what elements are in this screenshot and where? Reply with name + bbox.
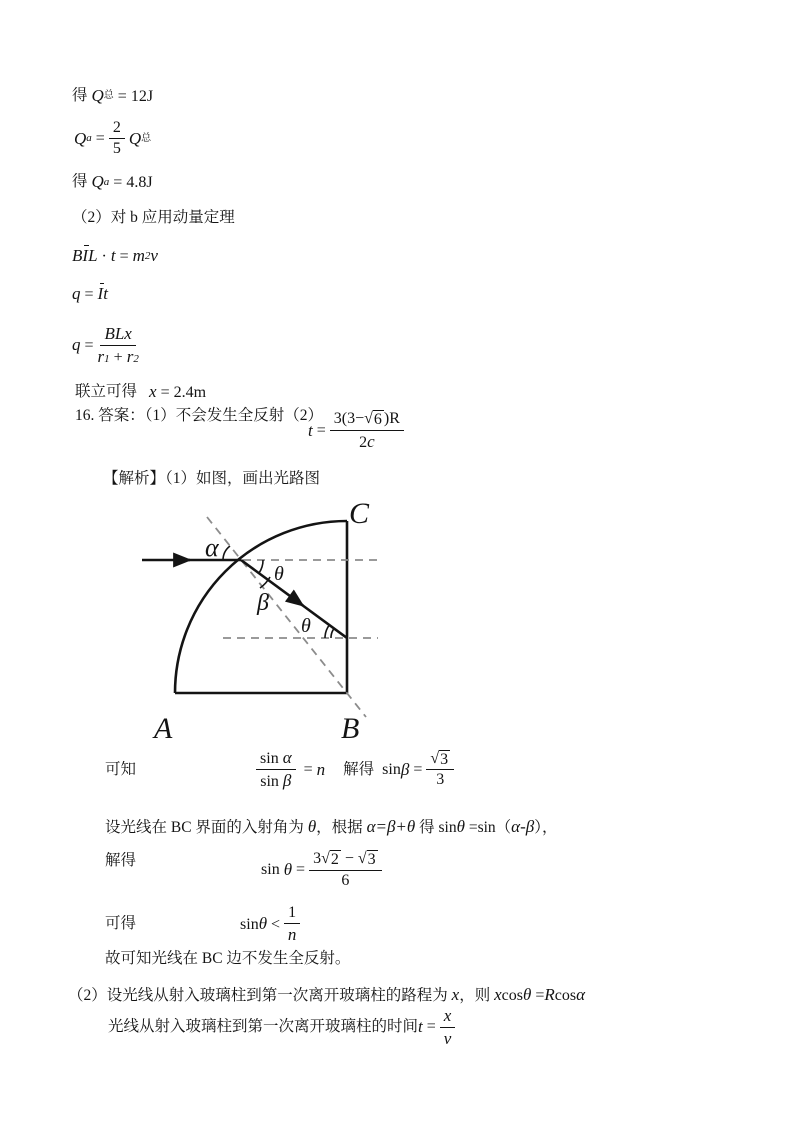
var-theta: θ	[456, 817, 465, 836]
text-segment: 设光线在 BC 界面的入射角为	[105, 819, 308, 836]
equals-sign: =	[426, 1018, 436, 1036]
fraction-blx	[98, 324, 139, 367]
result-x	[75, 382, 206, 402]
sin-theta-result	[105, 850, 382, 890]
equation-qa-fraction	[74, 119, 151, 159]
text-de: 得	[72, 86, 88, 104]
var-Q: Q	[91, 86, 104, 105]
radical-sign: √	[430, 749, 440, 767]
equals-sign: =	[95, 130, 105, 148]
angle-arc-alpha	[223, 546, 230, 560]
equation-charge	[72, 284, 108, 304]
denominator-c: c	[367, 431, 375, 451]
text-segment: 得 sin	[415, 819, 457, 836]
step2-text: （2）对 b 应用动量定理	[72, 209, 235, 226]
equals-sign: =	[84, 336, 94, 354]
value-4-8J: = 4.8J	[113, 173, 153, 191]
var-r2: r	[126, 346, 134, 366]
fraction-sin-theta	[309, 850, 382, 890]
snell-law-line	[105, 748, 454, 792]
sqrt-3	[358, 850, 378, 869]
step2-heading	[72, 209, 235, 228]
sin-text: sin	[260, 773, 279, 791]
plus-sign: +	[113, 348, 123, 366]
var-m: m	[132, 246, 145, 265]
analysis-heading	[103, 470, 320, 489]
text-lianli: 联立可得	[75, 382, 138, 400]
conclusion-line	[105, 950, 350, 969]
problem16-answer	[75, 407, 323, 426]
var-beta: β	[400, 759, 410, 779]
var-x: x	[451, 985, 460, 1004]
subscript-total: 总	[141, 132, 152, 144]
var-r1: r	[97, 346, 105, 366]
part2-line	[68, 985, 585, 1006]
dot-operator: ·	[101, 247, 107, 265]
radical-sign: √	[364, 410, 373, 427]
radicand-3: 3	[440, 750, 449, 768]
radicand-6: 6	[373, 411, 382, 428]
var-t: t	[418, 1016, 423, 1036]
fraction-x-v	[440, 1006, 456, 1048]
denominator-v: v	[443, 1028, 452, 1048]
numerator-x: x	[443, 1006, 452, 1025]
sin-theta-formula	[261, 850, 382, 890]
sqrt-3	[430, 750, 450, 769]
var-t: t	[103, 284, 108, 303]
sqrt-2	[321, 850, 341, 869]
normal-dashed-line	[207, 517, 366, 717]
sin-text: sin	[261, 861, 280, 879]
var-I-bar: I	[97, 284, 104, 303]
light-path-diagram	[135, 496, 405, 746]
subscript-total: 总	[103, 90, 114, 102]
var-t: t	[308, 420, 313, 440]
var-n: n	[316, 759, 326, 779]
bc-incidence-line	[105, 817, 558, 838]
equation-qa-value	[72, 172, 153, 192]
label-C: C	[349, 497, 370, 530]
text-de: 得	[72, 172, 88, 190]
sqrt-6	[364, 410, 384, 429]
label-beta: β	[257, 590, 269, 616]
numerator-3: 3	[313, 850, 322, 867]
text-kede: 可得	[105, 915, 137, 933]
value-2-4m: = 2.4m	[160, 383, 207, 401]
label-theta-upper: θ	[274, 563, 284, 585]
radical-sign: √	[357, 850, 367, 867]
analysis-text: 【解析】（1）如图，画出光路图	[103, 470, 321, 487]
sin-text: sin	[382, 761, 401, 779]
fraction-numerator: BLx	[104, 324, 132, 343]
equals-sign: =	[84, 285, 94, 303]
fraction-sqrt3-3	[426, 750, 454, 790]
numerator-3-3: 3(3	[333, 410, 356, 427]
var-beta: β	[282, 771, 292, 791]
sin-text: sin	[260, 750, 279, 767]
expr-alpha-minus-beta: α-β	[511, 817, 535, 836]
text-segment: （2）设光线从射入玻璃柱到第一次离开玻璃柱的路程为	[68, 987, 452, 1004]
label-A: A	[154, 712, 173, 745]
var-theta: θ	[307, 817, 317, 836]
label-B: B	[341, 712, 360, 745]
subscript-2: 2	[144, 249, 151, 262]
var-x: x	[494, 985, 502, 1004]
text-segment: ），	[534, 819, 558, 836]
fraction-denominator: 5	[112, 140, 121, 158]
text-kezhi: 可知	[105, 760, 137, 778]
text-segment: =sin（	[464, 819, 512, 836]
equation-time-answer	[308, 410, 404, 452]
equals-sign: =	[316, 422, 326, 440]
numerator-R: )R	[383, 410, 400, 427]
radicand-3: 3	[367, 851, 376, 868]
equation-impulse	[72, 246, 158, 266]
fraction-2-5	[109, 119, 125, 159]
minus-sign: −	[344, 850, 354, 867]
angle-arc-theta-lower-2	[325, 625, 329, 638]
sin-text: sin	[240, 915, 259, 933]
denominator-2: 2	[359, 433, 368, 451]
radical-sign: √	[321, 850, 330, 867]
var-theta: θ	[522, 985, 532, 1004]
angle-arc-theta-lower-1	[331, 629, 334, 639]
label-alpha: α	[205, 533, 219, 562]
var-Q: Q	[74, 128, 87, 148]
equals-sign: =	[531, 987, 545, 1004]
minus-sign: −	[355, 410, 365, 427]
var-R: R	[544, 985, 555, 1004]
equals-sign: =	[119, 247, 129, 265]
var-t: t	[110, 246, 116, 265]
denominator-6: 6	[341, 871, 350, 889]
subscript-a: a	[86, 132, 92, 145]
total-reflection-check	[105, 904, 300, 945]
label-theta-lower: θ	[301, 615, 311, 637]
equals-sign: =	[413, 761, 423, 779]
equals-sign: =	[296, 861, 306, 879]
var-Q: Q	[128, 128, 142, 148]
var-B: B	[72, 246, 83, 265]
var-x: x	[149, 382, 157, 401]
var-theta: θ	[258, 914, 268, 934]
var-alpha: α	[576, 985, 585, 1004]
equation-q-total	[72, 86, 153, 106]
var-alpha: α	[282, 748, 292, 767]
text-jiede: 解得	[105, 852, 137, 869]
text-segment: 光线从射入玻璃柱到第一次离开玻璃柱的时间	[108, 1017, 419, 1035]
var-Q: Q	[91, 172, 104, 191]
subscript-2: 2	[133, 352, 139, 365]
radicand-2: 2	[330, 851, 339, 868]
equals-sign: =	[303, 761, 313, 779]
conclusion-text: 故可知光线在 BC 边不发生全反射。	[105, 950, 351, 967]
value-12J: = 12J	[117, 87, 154, 105]
fraction-snell	[256, 748, 296, 792]
fraction-numerator: 2	[109, 119, 125, 139]
text-jiede: 解得	[343, 760, 375, 778]
text-segment: ，根据	[316, 819, 367, 836]
var-v: v	[150, 246, 158, 265]
subscript-a: a	[103, 175, 110, 188]
subscript-1: 1	[104, 352, 110, 365]
time-formula-line	[108, 1006, 455, 1048]
expr-alpha-beta-theta: α=β+θ	[366, 817, 416, 836]
angle-arc-theta-upper	[259, 560, 263, 573]
var-I-bar: I	[82, 246, 89, 265]
less-than-sign: <	[271, 915, 281, 933]
text-segment: ，则	[459, 987, 495, 1004]
var-theta: θ	[283, 859, 293, 879]
equation-charge-fraction	[72, 324, 139, 367]
numerator-1: 1	[284, 904, 300, 924]
denominator-n: n	[287, 925, 297, 945]
cos-text: cos	[554, 987, 577, 1004]
var-L: L	[88, 246, 98, 265]
denominator-3: 3	[436, 771, 445, 789]
var-q: q	[72, 284, 81, 303]
fraction-1-n	[284, 904, 300, 945]
answer-text: 16. 答案：（1）不会发生全反射（2）	[75, 407, 324, 424]
var-q: q	[72, 335, 81, 355]
fraction-time	[330, 410, 404, 452]
cos-text: cos	[501, 987, 523, 1004]
